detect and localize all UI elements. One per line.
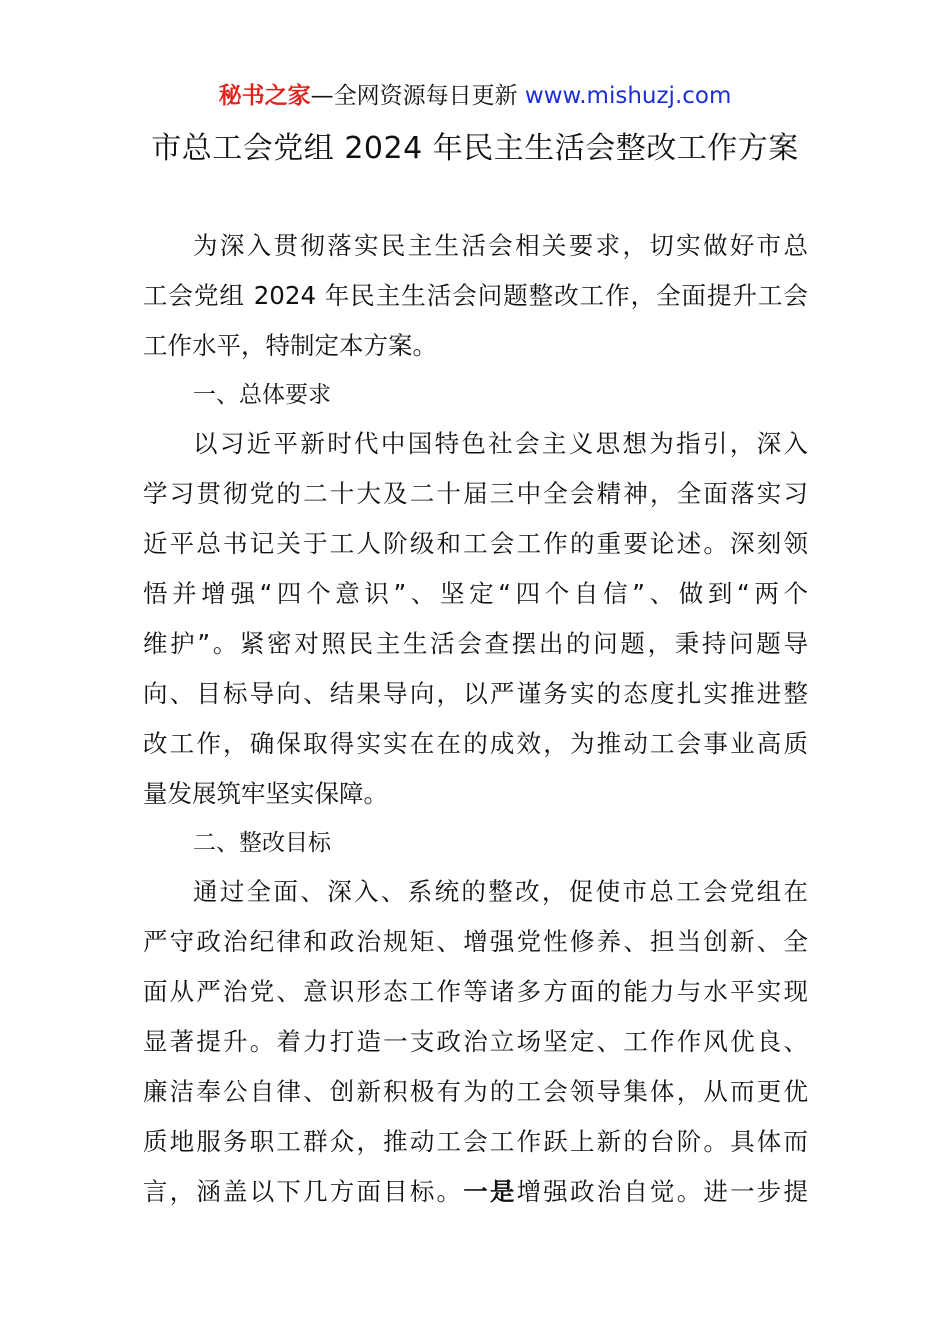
paragraph-line: 面从严治党、意识形态工作等诸多方面的能力与水平实现 [143,977,808,1006]
site-url-link[interactable]: www.mishuzj.com [524,83,732,109]
intro-line: 为深入贯彻落实民主生活会相关要求，切实做好市总 [193,231,808,260]
paragraph-line: 维护”。紧密对照民主生活会查摆出的问题，秉持问题导 [143,629,808,658]
line-text: 增强政治自觉。进一步提 [516,1177,808,1206]
paragraph-line: 悟并增强“四个意识”、坚定“四个自信”、做到“两个 [143,579,808,608]
header-tagline: —全网资源每日更新 [310,83,518,109]
paragraph-line: 通过全面、深入、系统的整改，促使市总工会党组在 [193,877,808,906]
paragraph-line: 改工作，确保取得实实在在的成效，为推动工会事业高质 [143,729,808,758]
paragraph-line: 显著提升。着力打造一支政治立场坚定、工作作风优良、 [143,1027,808,1056]
paragraph-line: 向、目标导向、结果导向，以严谨务实的态度扎实推进整 [143,679,808,708]
section-heading-2: 二、整改目标 [193,830,331,856]
paragraph-line: 量发展筑牢坚实保障。 [143,779,388,808]
paragraph-line: 质地服务职工群众，推动工会工作跃上新的台阶。具体而 [143,1127,808,1156]
intro-line: 工会党组 2024 年民主生活会问题整改工作，全面提升工会 [143,281,808,310]
paragraph-line: 严守政治纪律和政治规矩、增强党性修养、担当创新、全 [143,927,808,956]
intro-line: 工作水平，特制定本方案。 [143,331,437,360]
paragraph-line: 以习近平新时代中国特色社会主义思想为指引，深入 [193,429,808,458]
bold-marker: 一是 [463,1177,517,1206]
section-heading-1: 一、总体要求 [193,382,331,408]
paragraph-line: 近平总书记关于工人阶级和工会工作的重要论述。深刻领 [143,529,808,558]
document-title: 市总工会党组 2024 年民主生活会整改工作方案 [151,131,799,166]
paragraph-line: 学习贯彻党的二十大及二十届三中全会精神，全面落实习 [143,479,808,508]
site-header [0,80,950,112]
paragraph-line: 廉洁奉公自律、创新积极有为的工会领导集体，从而更优 [143,1077,808,1106]
line-text: 言，涵盖以下几方面目标。 [143,1177,464,1206]
brand-name: 秘书之家 [218,83,311,109]
paragraph-line [143,1176,808,1208]
